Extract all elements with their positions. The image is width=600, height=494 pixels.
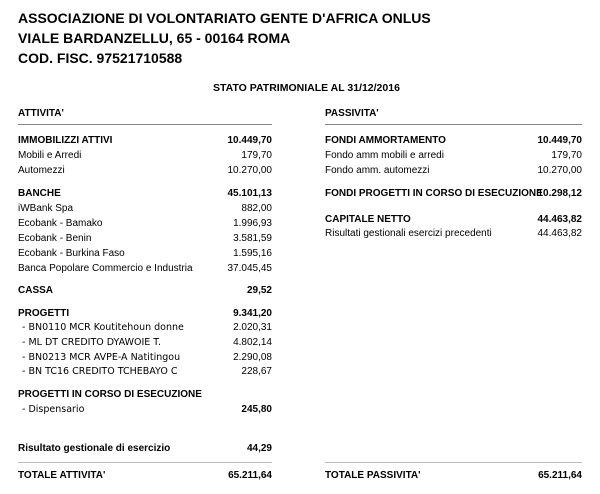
bank-item-value: 882,00 — [241, 203, 272, 214]
project-item-label: - BN0110 MCR Koutitehoun donne — [22, 322, 184, 333]
bank-item-label: Ecobank - Bamako — [18, 218, 103, 229]
totale-attivita-value: 65.211,64 — [228, 470, 272, 481]
section-divider — [18, 462, 272, 463]
project-item-value: 228,67 — [241, 366, 272, 377]
cassa-label: CASSA — [18, 285, 54, 296]
liability-item-value: 179,70 — [551, 150, 582, 161]
liability-item-value: 44.463,82 — [537, 228, 582, 239]
project-item-value: 245,80 — [241, 404, 272, 415]
project-item-label: - BN0213 MCR AVPE-A Natitingou — [22, 352, 181, 363]
asset-item-label: Automezzi — [18, 165, 65, 176]
section-divider — [325, 124, 582, 125]
org-name: ASSOCIAZIONE DI VOLONTARIATO GENTE D'AFRICA ONLUS — [18, 10, 431, 26]
passivita-heading: PASSIVITA' — [325, 108, 379, 119]
bank-item-label: iWBank Spa — [18, 203, 74, 214]
org-tax-code: COD. FISC. 97521710588 — [18, 50, 183, 66]
immobilizzi-label: IMMOBILIZZI ATTIVI — [18, 135, 113, 146]
project-item-label: - ML DT CREDITO DYAWOIE T. — [22, 337, 161, 348]
project-item-value: 2.020,31 — [233, 322, 272, 333]
bank-item-value: 37.045,45 — [227, 263, 272, 274]
progetti-total: 9.341,20 — [233, 308, 272, 319]
bank-item-value: 1.595,16 — [233, 248, 272, 259]
cassa-total: 29,52 — [246, 285, 272, 296]
project-item-value: 4.802,14 — [233, 337, 272, 348]
capitale-total: 44.463,82 — [537, 214, 582, 225]
project-item-value: 2.290,08 — [233, 352, 272, 363]
totale-passivita-label: TOTALE PASSIVITA' — [325, 470, 421, 481]
bank-item-value: 1.996,93 — [233, 218, 272, 229]
section-divider — [18, 124, 272, 125]
fondi-progetti-label: FONDI PROGETTI IN CORSO DI ESECUZIONE — [325, 188, 543, 199]
banche-label: BANCHE — [18, 188, 61, 199]
liability-item-label: Risultati gestionali esercizi precedenti — [325, 228, 492, 239]
liability-item-label: Fondo amm. automezzi — [325, 165, 430, 176]
project-item-label: - BN TC16 CREDITO TCHEBAYO C — [22, 366, 178, 377]
progetti-label: PROGETTI — [18, 308, 70, 319]
bank-item-label: Ecobank - Burkina Faso — [18, 248, 125, 259]
totale-attivita-label: TOTALE ATTIVITA' — [18, 470, 106, 481]
asset-item-value: 179,70 — [241, 150, 272, 161]
fondi-amm-label: FONDI AMMORTAMENTO — [325, 135, 446, 146]
org-address: VIALE BARDANZELLU, 65 - 00164 ROMA — [18, 30, 291, 46]
asset-item-label: Mobili e Arredi — [18, 150, 82, 161]
liability-item-label: Fondo amm mobili e arredi — [325, 150, 444, 161]
capitale-label: CAPITALE NETTO — [325, 214, 411, 225]
risultato-label: Risultato gestionale di esercizio — [18, 443, 171, 454]
totale-passivita-value: 65.211,64 — [538, 470, 582, 481]
report-title: STATO PATRIMONIALE AL 31/12/2016 — [213, 82, 400, 94]
immobilizzi-total: 10.449,70 — [227, 135, 272, 146]
bank-item-label: Banca Popolare Commercio e Industria — [18, 263, 193, 274]
bank-item-value: 3.581,59 — [233, 233, 272, 244]
progetti-corso-label: PROGETTI IN CORSO DI ESECUZIONE — [18, 389, 202, 400]
liability-item-value: 10.270,00 — [537, 165, 582, 176]
project-item-label: - Dispensario — [22, 404, 85, 415]
banche-total: 45.101,13 — [227, 188, 272, 199]
section-divider — [325, 462, 582, 463]
risultato-value: 44,29 — [246, 443, 272, 454]
attivita-heading: ATTIVITA' — [18, 108, 64, 119]
bank-item-label: Ecobank - Benin — [18, 233, 92, 244]
fondi-amm-total: 10.449,70 — [537, 135, 582, 146]
fondi-progetti-total: 10.298,12 — [537, 188, 582, 199]
asset-item-value: 10.270,00 — [227, 165, 272, 176]
